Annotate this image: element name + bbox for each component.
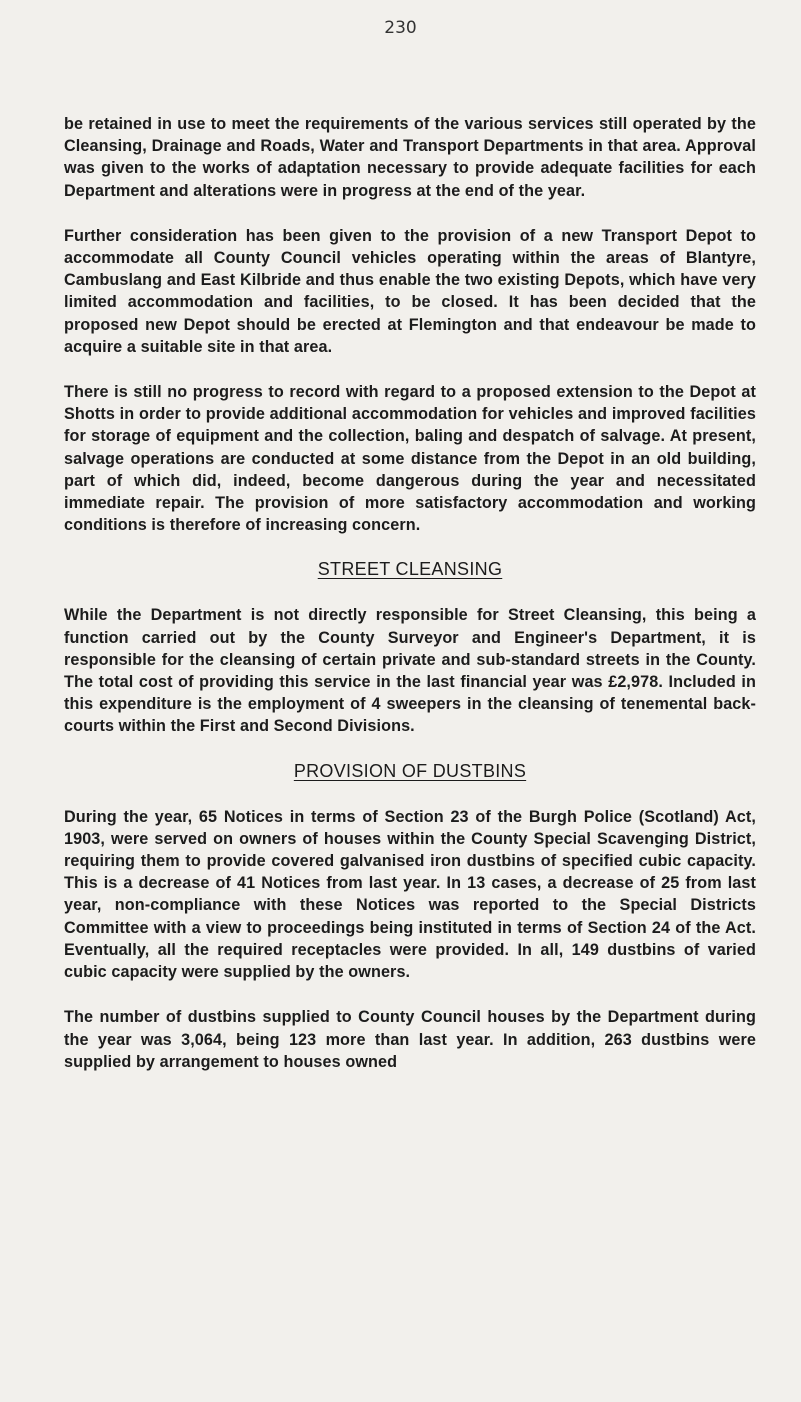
paragraph-depot-adaptation: be retained in use to meet the requirements of the various services still operated by the Cleansing, Drainage and Roads, Water and Transport Departments in that area. Approval was given to the works of adaptation necessary to provide adequate facilities for each Department and alterations were in progress at the end of the year. <box>64 115 756 200</box>
paragraph-street-cleansing: While the Department is not directly responsible for Street Cleansing, this being a function carried out by the County Surveyor and Engineer's Department, it is responsible for the cleansing of certain private and sub-standard streets in the County. The total cost of providing this service in the last financial year was £2,978. Included in this expenditure is the employment of 4 sweepers in the cleansing of tenemental back-courts within the First and Second Divisions. <box>64 606 756 736</box>
paragraph-dustbin-notices: During the year, 65 Notices in terms of Section 23 of the Burgh Police (Scotland) Act, 1903, were served on owners of houses within the County Special Scavenging District, requiring them to provide covered galvanised iron dustbins of specified cubic capacity. This is a decrease of 41 Notices from last year. In 13 cases, a decrease of 25 from last year, non-compliance with these Notices was reported to the Special Districts Committee with a view to proceedings being instituted in terms of Section 24 of the Act. Eventually, all the required receptacles were provided. In all, 149 dustbins of varied cubic capacity were supplied by the owners. <box>64 807 756 982</box>
paragraph-transport-depot: Further consideration has been given to the provision of a new Transport Depot to accommodate all County Council vehicles operating within the areas of Blantyre, Cambuslang and East Kilbride and thus enable the two existing Depots, which have very limited accommodation and facilities, to be closed. It has been decided that the proposed new Depot should be erected at Flemington and that endeavour be made to acquire a suitable site in that area. <box>64 226 756 356</box>
heading-street-cleansing: STREET CLEANSING <box>317 559 503 580</box>
document-body <box>64 113 756 1096</box>
paragraph-dustbins-supplied: The number of dustbins supplied to County Council houses by the Department during the year was 3,064, being 123 more than last year. In addition, 263 dustbins were supplied by arrangement to houses owned <box>64 1008 756 1071</box>
page-number: 230 <box>384 18 417 38</box>
paragraph-shotts-depot: There is still no progress to record with regard to a proposed extension to the Depot at Shotts in order to provide additional accommodation for vehicles and improved facilities for storage of equipment and the collection, baling and despatch of salvage. At present, salvage operations are conducted at some distance from the Depot in an old building, part of which did, indeed, become dangerous during the year and necessitated immediate repair. The provision of more satisfactory accommodation and working conditions is therefore of increasing concern. <box>64 383 756 535</box>
heading-provision-of-dustbins: PROVISION OF DUSTBINS <box>293 760 527 781</box>
